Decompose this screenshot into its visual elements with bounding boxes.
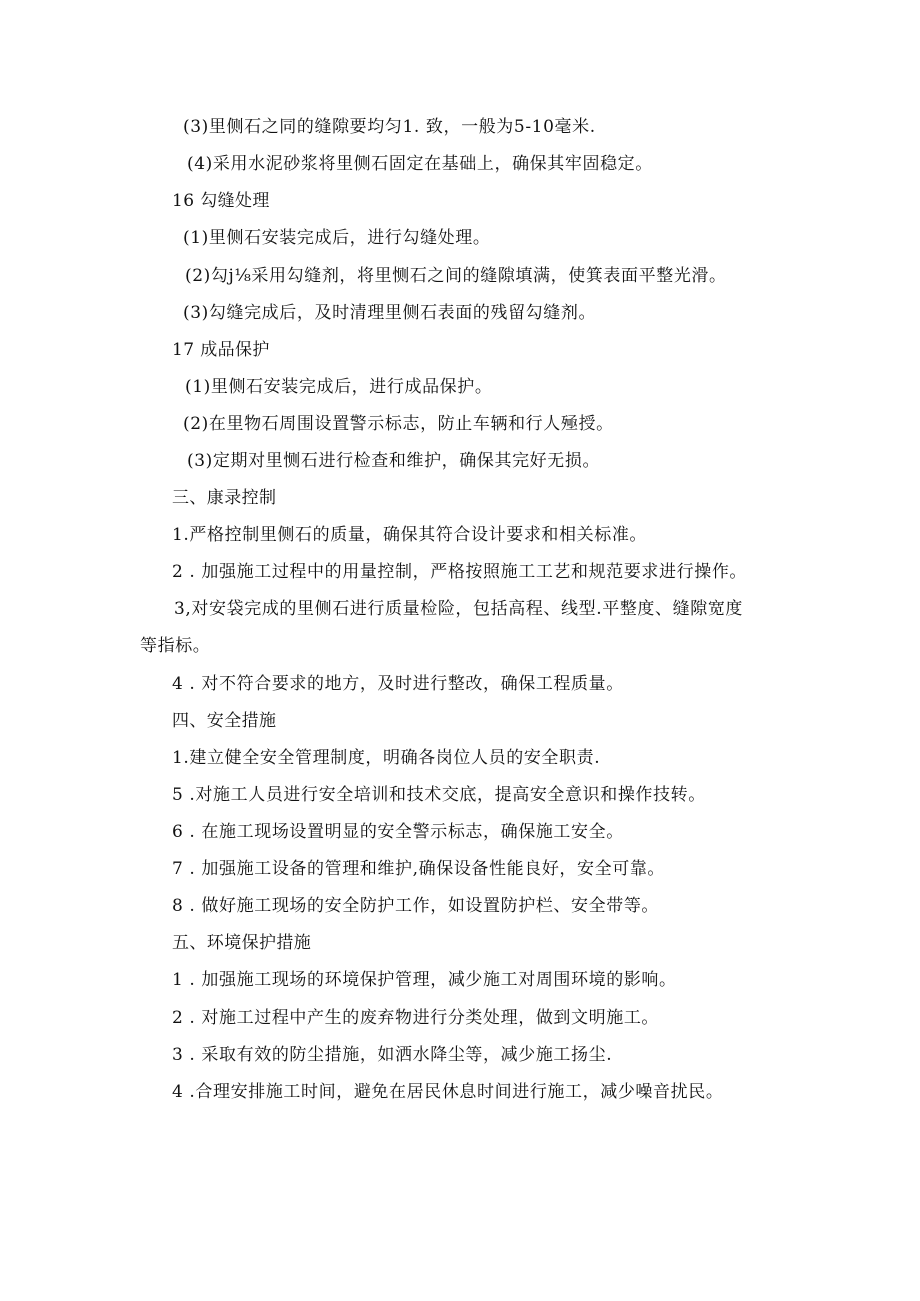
paragraph-line: 2 . 对施工过程中产生的废弃物进行分类处理，做到文明施工。 (172, 1008, 660, 1028)
paragraph-line: 等指标。 (140, 636, 211, 656)
paragraph-line: 5 .对施工人员进行安全培训和技术交底，提高安全意识和操作技转。 (172, 785, 706, 805)
paragraph-line: (1)里侧石安装完成后，进行勾缝处理。 (183, 228, 491, 248)
paragraph-line: 1.建立健全安全管理制度，明确各岗位人员的安全职责. (172, 748, 601, 768)
paragraph-line: (2)在里物石周围设置警示标志，防止车辆和行人殛授。 (183, 414, 614, 434)
paragraph-line: (3)勾缝完成后，及时清理里侧石表面的残留勾缝剂。 (183, 303, 597, 323)
paragraph-line: 3 . 采取有效的防尘措施，如洒水降尘等，减少施工扬尘. (172, 1045, 613, 1065)
section-heading: 五、环境保护措施 (172, 933, 312, 953)
section-heading: 四、安全措施 (172, 711, 277, 731)
paragraph-line: 7 . 加强施工设备的管理和维护,确保设备性能良好，安全可靠。 (172, 859, 666, 879)
paragraph-line: 1 . 加强施工现场的环境保护管理，减少施工对周围环境的影响。 (172, 970, 677, 990)
paragraph-line: 3,对安袋完成的里侧石进行质量检险，包括高程、线型.平整度、缝隙宽度 (174, 599, 744, 619)
section-heading: 17 成品保护 (172, 340, 270, 360)
paragraph-line: (3)定期对里恻石进行检查和维护，确保其完好无损。 (187, 451, 601, 471)
section-heading: 三、康录控制 (172, 488, 277, 508)
paragraph-line: 6 . 在施工现场设置明显的安全警示标志，确保施工安全。 (172, 822, 624, 842)
section-heading: 16 勾缝处理 (172, 191, 270, 211)
paragraph-line: (3)里侧石之同的缝隙要均匀1. 致，一般为5-10毫米. (183, 117, 596, 137)
paragraph-line: 4 .合理安排施工时间，避免在居民休息时间进行施工，减少噪音扰民。 (172, 1082, 724, 1102)
paragraph-line: 4 . 对不符合要求的地方，及时进行整改，确保工程质量。 (172, 674, 624, 694)
paragraph-line: 8 . 做好施工现场的安全防护工作，如设置防护栏、安全带等。 (172, 896, 660, 916)
paragraph-line: 1.严格控制里侧石的质量，确保其符合设计要求和相关标准。 (172, 525, 648, 545)
paragraph-line: (1)里侧石安装完成后，进行成品保护。 (185, 377, 493, 397)
paragraph-line: (4)采用水泥砂浆将里侧石固定在基础上，确保其牢固稳定。 (187, 154, 653, 174)
paragraph-line: 2 . 加强施工过程中的用量控制，严格按照施工工艺和规范要求进行操作。 (172, 562, 748, 582)
paragraph-line: (2)勾j⅛采用勾缝剂，将里恻石之间的缝隙填满，使箕表面平整光滑。 (185, 266, 727, 286)
